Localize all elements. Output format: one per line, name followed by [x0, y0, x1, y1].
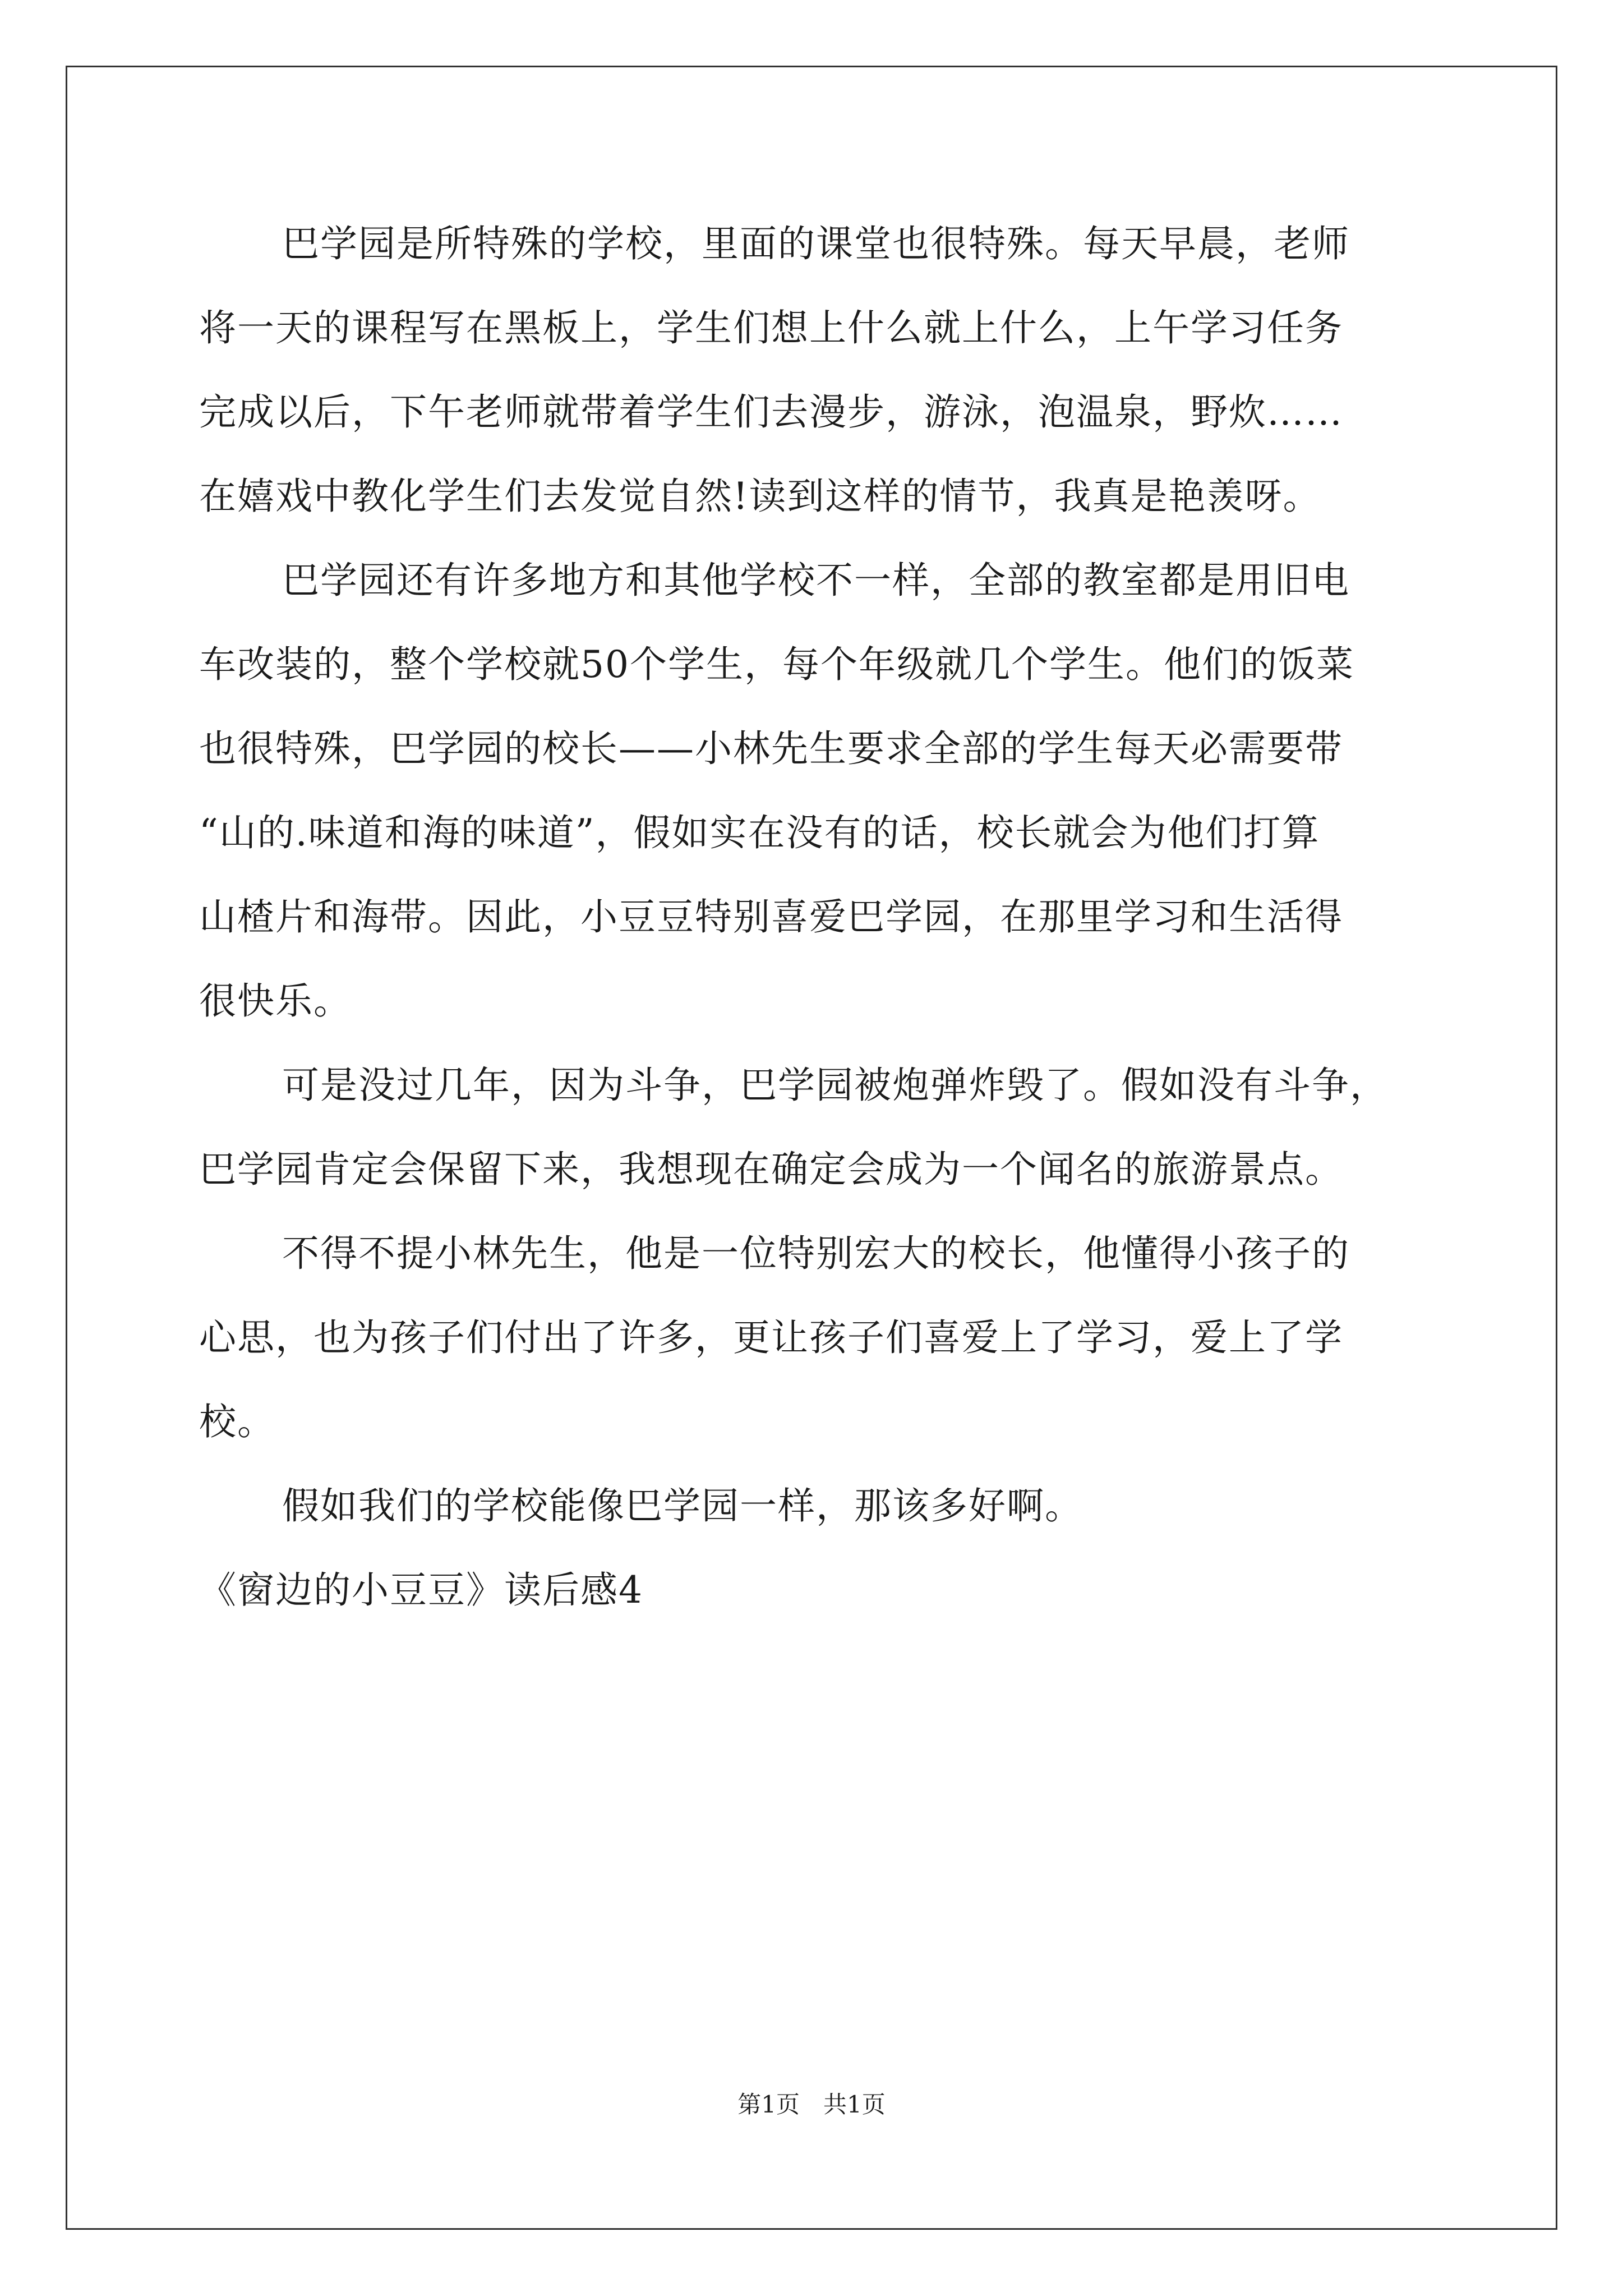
page-footer: 第1页 共1页 — [737, 2091, 886, 2118]
paragraph-line: 将一天的课程写在黑板上，学生们想上什么就上什么，上午学习任务 — [199, 306, 1343, 349]
paragraph-line: 巴学园肯定会保留下来，我想现在确定会成为一个闻名的旅游景点。 — [199, 1148, 1343, 1191]
paragraph-line: 车改装的，整个学校就50个学生，每个年级就几个学生。他们的饭菜 — [199, 643, 1354, 686]
paragraph-line: 山楂片和海带。因此，小豆豆特别喜爱巴学园，在那里学习和生活得 — [199, 895, 1343, 938]
paragraph-line: “山的.味道和海的味道”，假如实在没有的话，校长就会为他们打算 — [199, 811, 1320, 854]
paragraph-5 — [199, 1464, 1433, 1548]
document-body — [199, 202, 1433, 1632]
paragraph-line: 可是没过几年，因为斗争，巴学园被炮弹炸毁了。假如没有斗争， — [282, 1064, 1388, 1107]
paragraph-line: 很快乐。 — [199, 979, 352, 1023]
paragraph-line: 假如我们的学校能像巴学园一样，那该多好啊。 — [282, 1484, 1083, 1527]
paragraph-line: 心思，也为孩子们付出了许多，更让孩子们喜爱上了学习，爱上了学 — [199, 1316, 1343, 1359]
paragraph-line: 巴学园还有许多地方和其他学校不一样，全部的教室都是用旧电 — [282, 559, 1350, 602]
section-heading: 《窗边的小豆豆》读后感4 — [199, 1568, 643, 1612]
paragraph-4 — [199, 1212, 1433, 1464]
paragraph-line: 巴学园是所特殊的学校，里面的课堂也很特殊。每天早晨，老师 — [282, 222, 1350, 265]
paragraph-line: 也很特殊，巴学园的校长——小林先生要求全部的学生每天必需要带 — [199, 727, 1343, 770]
paragraph-line: 不得不提小林先生，他是一位特别宏大的校长，他懂得小孩子的 — [282, 1232, 1350, 1275]
paragraph-line: 校。 — [199, 1400, 275, 1443]
paragraph-3 — [199, 1043, 1433, 1212]
paragraph-1 — [199, 202, 1433, 539]
paragraph-2 — [199, 539, 1433, 1043]
paragraph-line: 完成以后，下午老师就带着学生们去漫步，游泳，泡温泉，野炊…… — [199, 390, 1343, 434]
paragraph-line: 在嬉戏中教化学生们去发觉自然!读到这样的情节，我真是艳羡呀。 — [199, 475, 1321, 518]
